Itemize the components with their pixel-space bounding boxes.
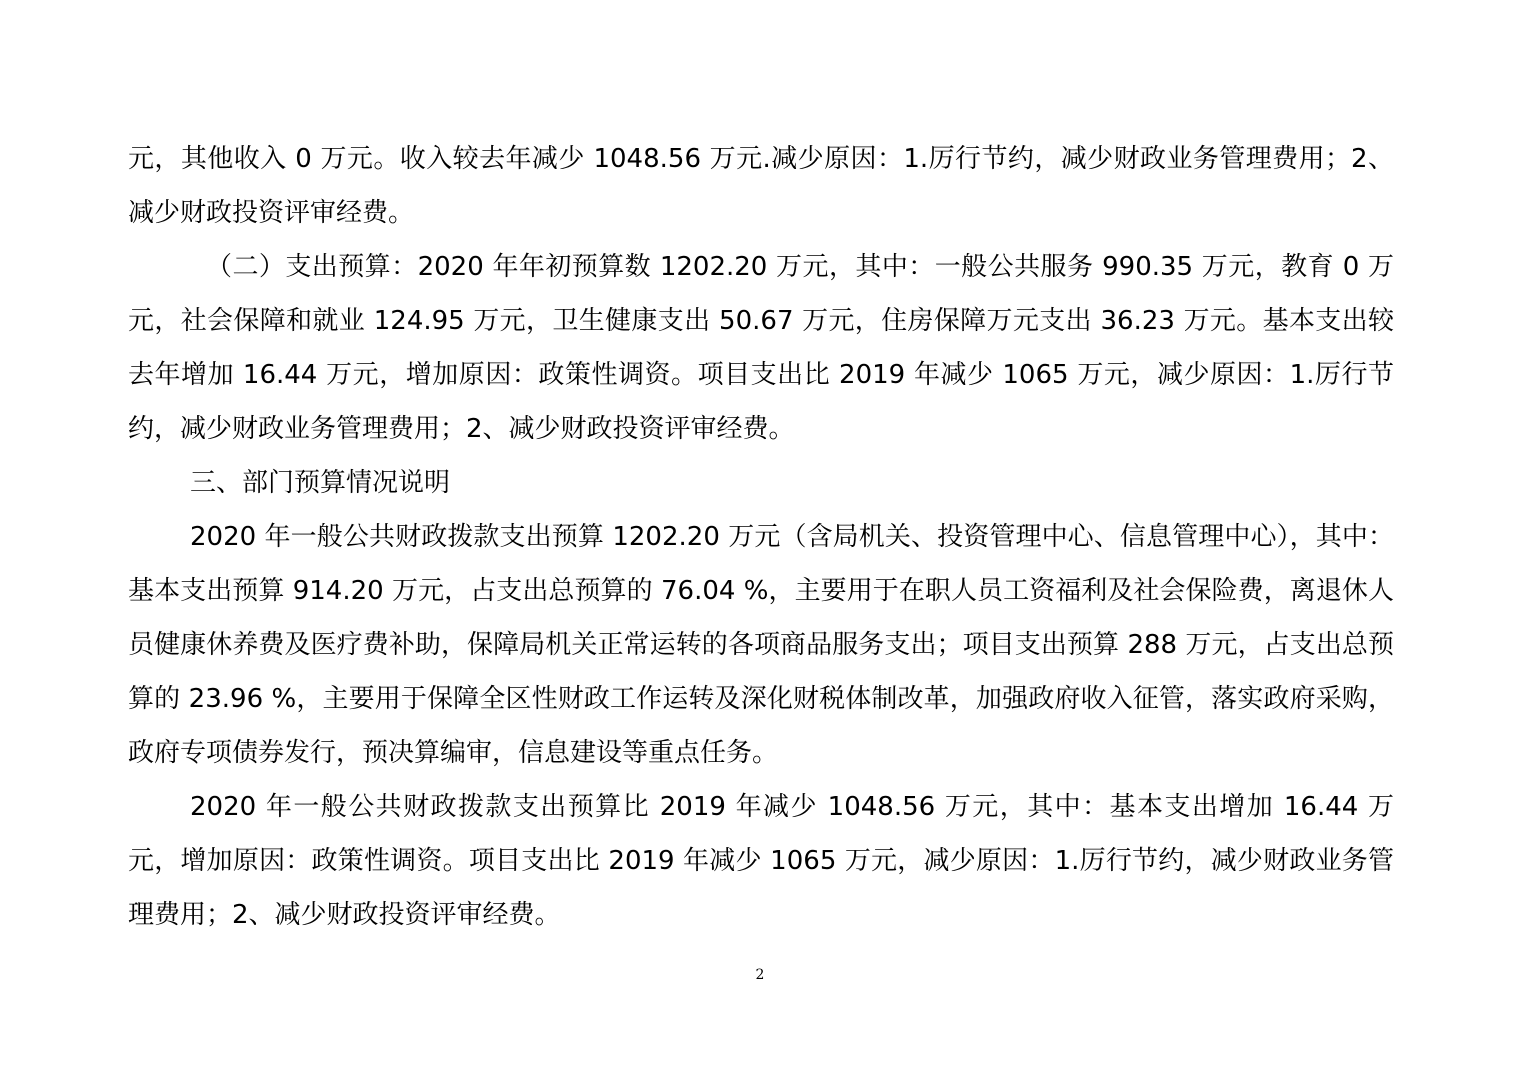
paragraph-expenditure-budget: （二）支出预算：2020 年年初预算数 1202.20 万元，其中：一般公共服务 990.35 万元，教育 0 万元，社会保障和就业 124.95 万元，卫生健康支出 50.67 万元，住房保障万元支出 36.23 万元。基本支出较去年增加 16.44 万元，增加原因：政策性调资。项目支出比 2019 年减少 1065 万元，减少原因：1.厉行节约，减少财政业务管理费用；2、减少财政投资评审经费。 [128, 252, 1394, 444]
paragraph-income-continuation: 元，其他收入 0 万元。收入较去年减少 1048.56 万元.减少原因：1.厉行节约，减少财政业务管理费用；2、减少财政投资评审经费。 [128, 144, 1394, 228]
paragraph-general-budget-2020: 2020 年一般公共财政拨款支出预算 1202.20 万元（含局机关、投资管理中心、信息管理中心），其中：基本支出预算 914.20 万元，占支出总预算的 76.04 %，主要用于在职人员工资福利及社会保险费，离退休人员健康休养费及医疗费补助，保障局机关正常运转的各项商品服务支出；项目支出预算 288 万元，占支出总预算的 23.96 %，主要用于保障全区性财政工作运转及深化财税体制改革，加强政府收入征管，落实政府采购，政府专项债券发行，预决算编审，信息建设等重点任务。 [128, 522, 1394, 768]
section-heading-department-budget: 三、部门预算情况说明 [190, 468, 451, 498]
document-body [128, 132, 1394, 942]
paragraph-budget-comparison-2019: 2020 年一般公共财政拨款支出预算比 2019 年减少 1048.56 万元，其中：基本支出增加 16.44 万元，增加原因：政策性调资。项目支出比 2019 年减少 1065 万元，减少原因：1.厉行节约，减少财政业务管理费用；2、减少财政投资评审经费。 [128, 792, 1394, 930]
page-number: 2 [755, 967, 765, 983]
